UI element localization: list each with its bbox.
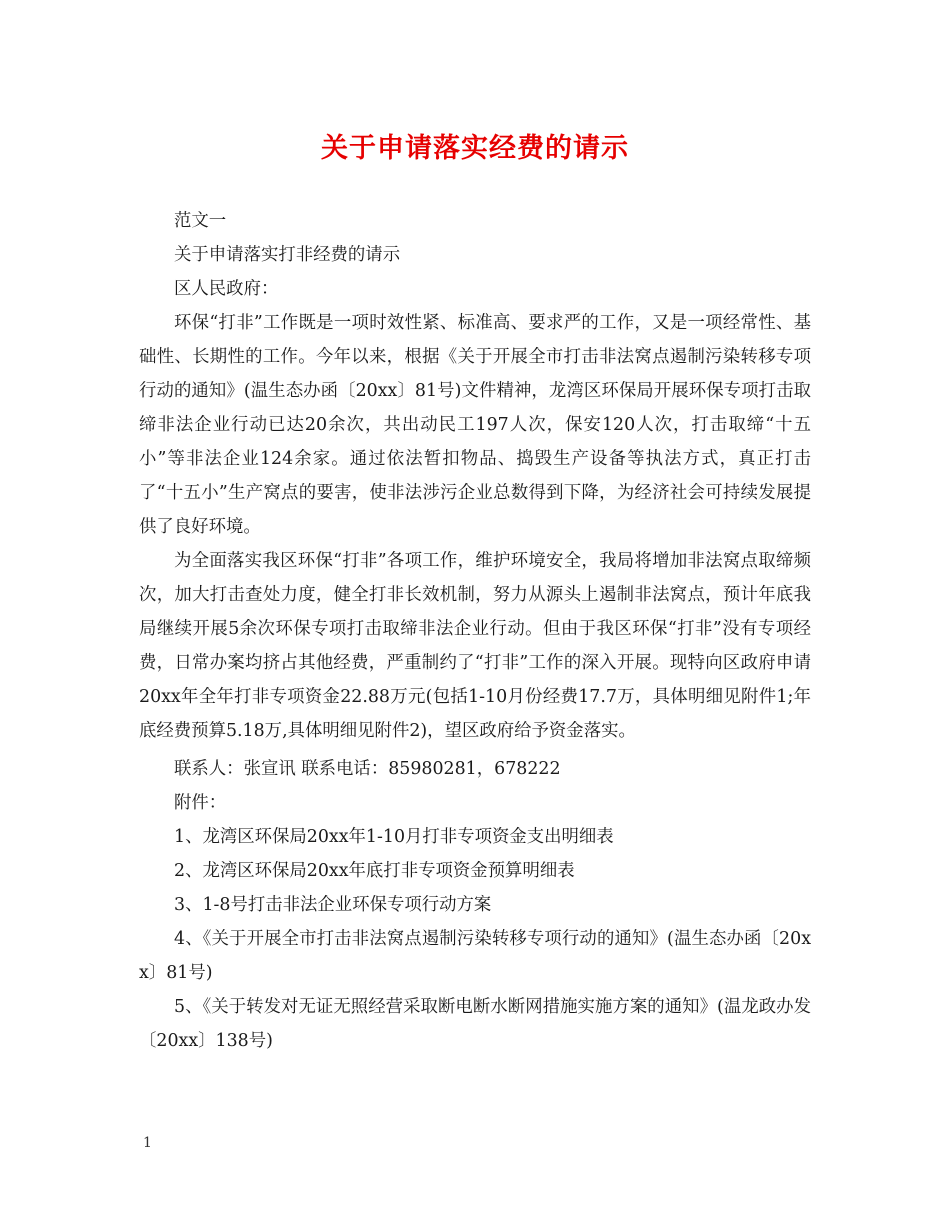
sample-label: 范文一 [174, 211, 227, 231]
attachment-item-1: 1、龙湾区环保局20xx年1-10月打非专项资金支出明细表 [174, 827, 614, 847]
attachment-item-3: 3、1-8号打击非法企业环保专项行动方案 [174, 895, 492, 915]
document-title: 关于申请落实经费的请示 [321, 133, 629, 164]
contact-line: 联系人：张宣讯 联系电话：85980281，678222 [174, 759, 561, 779]
attachment-item-2: 2、龙湾区环保局20xx年底打非专项资金预算明细表 [174, 861, 575, 881]
document-body [139, 204, 811, 1058]
attachments-heading: 附件： [174, 793, 227, 813]
attachment-item-5: 5、《关于转发对无证无照经营采取断电断水断网措施实施方案的通知》(温龙政办发〔20xx〕138号) [139, 997, 811, 1051]
addressee: 区人民政府： [174, 279, 279, 299]
request-subject: 关于申请落实打非经费的请示 [174, 245, 401, 265]
page-number: 1 [143, 1135, 152, 1151]
body-paragraph-request: 为全面落实我区环保“打非”各项工作，维护环境安全，我局将增加非法窝点取缔频次，加大打击查处力度，健全打非长效机制，努力从源头上遏制非法窝点，预计年底我局继续开展5余次环保专项打击取缔非法企业行动。但由于我区环保“打非”没有专项经费，日常办案均挤占其他经费，严重制约了“打非”工作的深入开展。现特向区政府申请20xx年全年打非专项资金22.88万元(包括1-10月份经费17.7万，具体明细见附件1;年底经费预算5.18万,具体明细见附件2)，望区政府给予资金落实。 [139, 551, 811, 741]
body-paragraph-background: 环保“打非”工作既是一项时效性紧、标准高、要求严的工作，又是一项经常性、基础性、长期性的工作。今年以来，根据《关于开展全市打击非法窝点遏制污染转移专项行动的通知》(温生态办函〔20xx〕81号)文件精神，龙湾区环保局开展环保专项打击取缔非法企业行动已达20余次，共出动民工197人次，保安120人次，打击取缔“十五小”等非法企业124余家。通过依法暂扣物品、捣毁生产设备等执法方式，真正打击了“十五小”生产窝点的要害，使非法涉污企业总数得到下降，为经济社会可持续发展提供了良好环境。 [139, 313, 811, 537]
attachment-item-4: 4、《关于开展全市打击非法窝点遏制污染转移专项行动的通知》(温生态办函〔20xx〕81号) [139, 929, 811, 983]
